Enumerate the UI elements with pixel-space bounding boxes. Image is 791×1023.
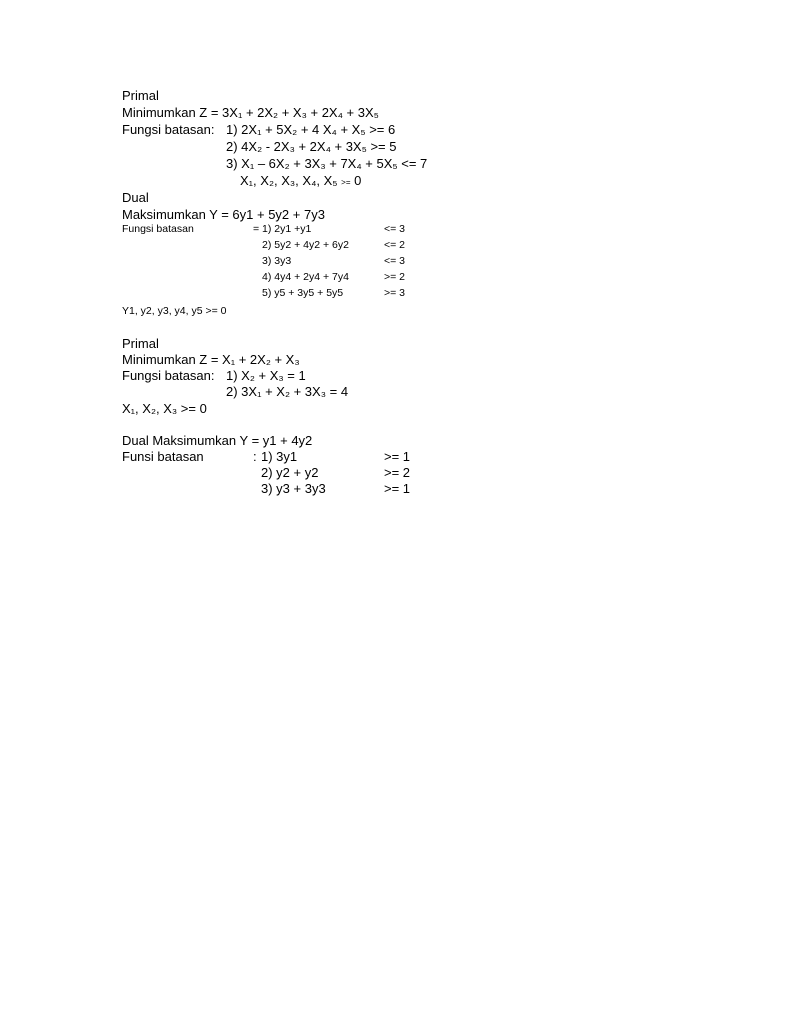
p1-primal-heading: Primal (122, 88, 159, 103)
p2-dual-rhs-1: >= 1 (384, 449, 411, 464)
p2-primal-heading: Primal (122, 336, 159, 351)
p1-primal-nonneg-val: 0 (354, 173, 362, 188)
p2-dual-constraint-1: 1) 3y1 (261, 449, 298, 464)
p1-dual-prefix: = (253, 223, 260, 235)
p1-dual-heading: Dual (122, 190, 149, 205)
p1-primal-objective: Minimumkan Z = 3X₁ + 2X₂ + X₃ + 2X₄ + 3X₅ (122, 105, 379, 120)
p1-primal-constraint-3: 3) X₁ – 6X₂ + 3X₃ + 7X₄ + 5X₅ <= 7 (226, 156, 428, 171)
p1-primal-nonneg-vars: X₁, X₂, X₃, X₄, X₅ (240, 173, 338, 188)
p1-primal-nonneg (240, 174, 361, 187)
p1-primal-nonneg-op: >= (341, 178, 351, 187)
p1-dual-rhs-4: >= 2 (384, 271, 406, 283)
p1-primal-constraint-2: 2) 4X₂ - 2X₃ + 2X₄ + 3X₅ >= 5 (226, 139, 397, 154)
p2-dual-prefix: : (253, 449, 257, 464)
p1-dual-constraint-2: 2) 5y2 + 4y2 + 6y2 (262, 239, 349, 251)
p1-dual-constraint-3: 3) 3y3 (262, 255, 292, 267)
p2-primal-nonneg: X₁, X₂, X₃ >= 0 (122, 401, 207, 416)
p1-dual-constraint-1: 1) 2y1 +y1 (262, 223, 312, 235)
p1-primal-constraint-label: Fungsi batasan: (122, 122, 215, 137)
p1-dual-constraint-5: 5) y5 + 3y5 + 5y5 (262, 287, 344, 299)
p1-dual-nonneg: Y1, y2, y3, y4, y5 >= 0 (122, 305, 227, 317)
p1-dual-objective: Maksimumkan Y = 6y1 + 5y2 + 7y3 (122, 207, 325, 222)
p1-dual-rhs-2: <= 2 (384, 239, 406, 251)
p2-dual-constraint-label: Funsi batasan (122, 449, 204, 464)
p2-dual-constraint-3: 3) y3 + 3y3 (261, 481, 326, 496)
p2-primal-constraint-2: 2) 3X₁ + X₂ + 3X₃ = 4 (226, 384, 349, 399)
p2-dual-rhs-2: >= 2 (384, 465, 411, 480)
p2-primal-objective: Minimumkan Z = X₁ + 2X₂ + X₃ (122, 352, 300, 367)
p1-dual-constraint-label: Fungsi batasan (122, 223, 194, 235)
p2-dual-heading-objective: Dual Maksimumkan Y = y1 + 4y2 (122, 433, 313, 448)
p1-dual-rhs-1: <= 3 (384, 223, 406, 235)
p2-primal-constraint-1: 1) X₂ + X₃ = 1 (226, 368, 306, 383)
p1-dual-constraint-4: 4) 4y4 + 2y4 + 7y4 (262, 271, 349, 283)
p2-dual-rhs-3: >= 1 (384, 481, 411, 496)
p1-dual-rhs-5: >= 3 (384, 287, 406, 299)
p1-dual-rhs-3: <= 3 (384, 255, 406, 267)
p2-primal-constraint-label: Fungsi batasan: (122, 368, 215, 383)
p1-primal-constraint-1: 1) 2X₁ + 5X₂ + 4 X₄ + X₅ >= 6 (226, 122, 396, 137)
p2-dual-constraint-2: 2) y2 + y2 (261, 465, 319, 480)
